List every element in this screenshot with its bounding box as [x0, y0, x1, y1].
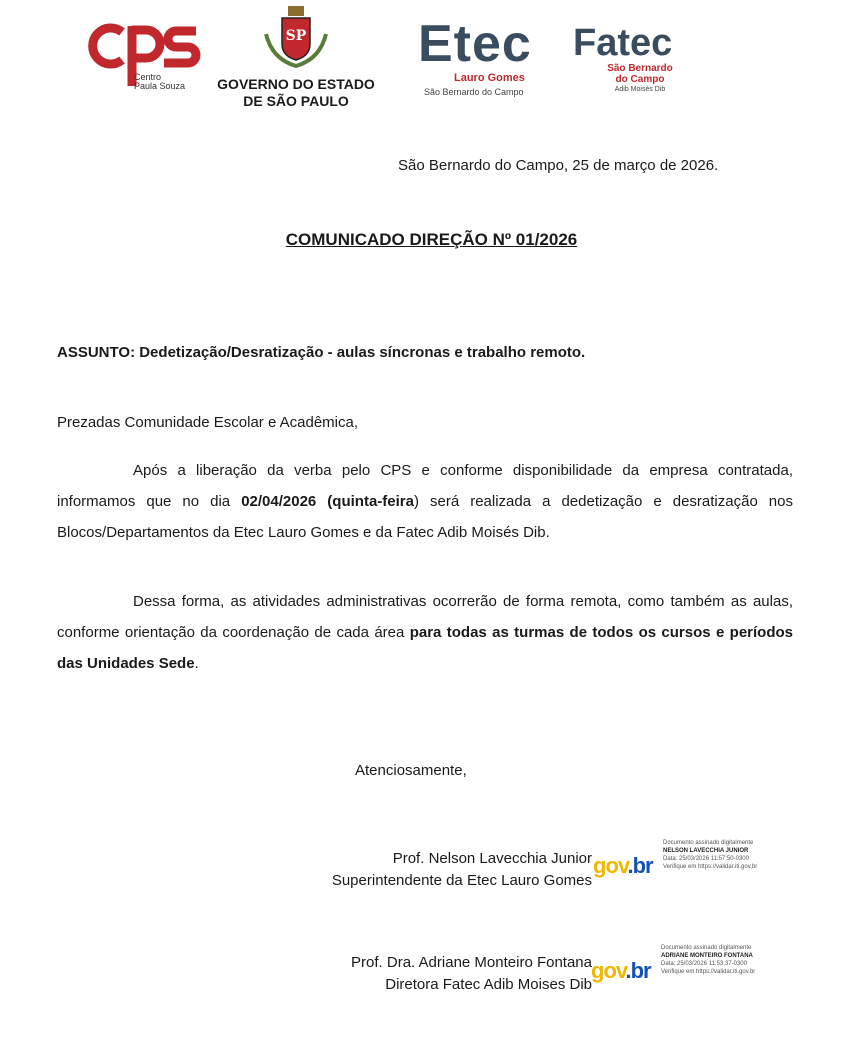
signatory-name: Prof. Dra. Adriane Monteiro Fontana — [351, 954, 592, 971]
stamp-signer-name: NELSON LAVECCHIA JUNIOR — [663, 848, 749, 854]
govbr-logo-gov: gov — [591, 958, 626, 983]
government-line2: DE SÃO PAULO — [243, 93, 349, 109]
fatec-city-line2: do Campo — [615, 74, 665, 85]
svg-text:SP: SP — [285, 28, 307, 44]
govbr-logo-br: .br — [625, 958, 651, 983]
govbr-logo-gov: gov — [593, 853, 628, 878]
paragraph-2-bold: para todas as turmas de todos os cursos e períodos das Unidades Sede — [57, 624, 794, 672]
greeting: Prezadas Comunidade Escolar e Acadêmica, — [57, 414, 358, 431]
stamp-date: Data: 25/03/2026 11:57:50-0300 — [663, 856, 749, 862]
government-line1: GOVERNO DO ESTADO — [217, 76, 375, 92]
cps-subtitle — [134, 73, 185, 91]
stamp-verify-link: Verifique em https://validar.iti.gov.br — [661, 969, 756, 975]
fatec-city-line1: São Bernardo — [607, 63, 673, 74]
paragraph-2 — [57, 586, 793, 679]
sao-paulo-coat-of-arms-icon — [262, 4, 330, 70]
signatory-role: Diretora Fatec Adib Moises Dib — [385, 976, 592, 993]
govbr-logo — [591, 958, 651, 984]
paragraph-1-text-end: será realizada a dedetização e desratização nos Blocos/Departamentos da Etec Lauro Gomes e da Fatec Adib Moisés Dib. — [57, 493, 793, 541]
subject-line: ASSUNTO: Dedetização/Desratização - aulas síncronas e trabalho remoto. — [57, 344, 586, 361]
paragraph-2-period: . — [194, 655, 199, 672]
government-name — [210, 76, 382, 110]
document-title — [0, 230, 863, 250]
signatory-role: Superintendente da Etec Lauro Gomes — [331, 872, 592, 889]
stamp-title: Documento assinado digitalmente — [663, 840, 754, 846]
fatec-wordmark: Fatec — [573, 22, 673, 64]
date-line: São Bernardo do Campo, 25 de março de 2026. — [398, 157, 719, 174]
paragraph-1-paren: ) — [413, 493, 419, 510]
etec-wordmark: Etec — [418, 15, 532, 73]
paragraph-1-text: Após a liberação da verba pelo CPS e conforme disponibilidade da empresa contratada, informamos que no dia — [57, 462, 793, 510]
cps-subtitle-line2: Paula Souza — [134, 81, 186, 91]
stamp-verify-link: Verifique em https://validar.iti.gov.br — [663, 864, 758, 870]
signatory — [0, 952, 592, 996]
signatory — [0, 848, 592, 892]
paragraph-1-weekday: (quinta-feira — [327, 493, 414, 510]
paragraph-1 — [57, 455, 793, 548]
stamp-signer-name: ADRIANE MONTEIRO FONTANA — [661, 953, 753, 959]
govbr-logo-br: .br — [627, 853, 653, 878]
paragraph-1-date: 02/04/2026 — [241, 493, 317, 510]
fatec-unit-name: Adib Moisés Dib — [614, 86, 666, 93]
paragraph-1-space — [316, 493, 327, 510]
closing: Atenciosamente, — [355, 762, 467, 779]
paragraph-2-text: Dessa forma, as atividades administrativas ocorrerão de forma remota, como também as aulas, conforme orientação da coordenação de cada área — [57, 593, 793, 641]
digital-signature-stamp — [661, 944, 755, 976]
stamp-title: Documento assinado digitalmente — [661, 945, 752, 951]
etec-city: São Bernardo do Campo — [424, 87, 524, 97]
etec-unit-name: Lauro Gomes — [454, 72, 525, 84]
document-title-text: COMUNICADO DIREÇÃO Nº 01/2026 — [285, 230, 578, 249]
digital-signature-stamp — [663, 839, 757, 871]
signatory-name: Prof. Nelson Lavecchia Junior — [392, 850, 592, 867]
cps-subtitle-line1: Centro — [134, 72, 162, 82]
govbr-logo — [593, 853, 653, 879]
stamp-date: Data: 25/03/2026 11:53:37-0300 — [661, 961, 747, 967]
